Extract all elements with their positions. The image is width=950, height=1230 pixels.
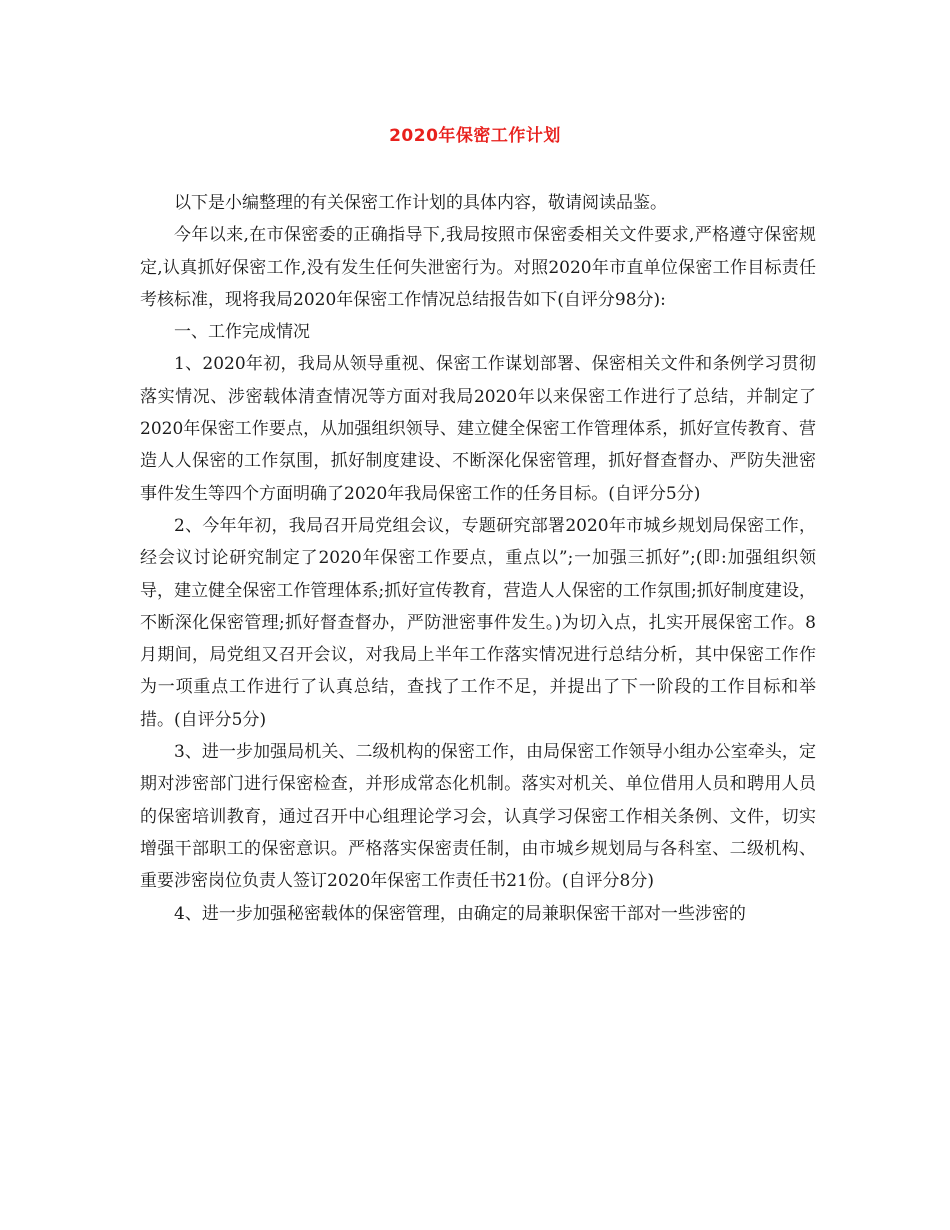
item-paragraph-3: 3、进一步加强局机关、二级机构的保密工作，由局保密工作领导小组办公室牵头，定期对涉密部门进行保密检查，并形成常态化机制。落实对机关、单位借用人员和聘用人员的保密培训教育，通过召开中心组理论学习会，认真学习保密工作相关条例、文件，切实增强干部职工的保密意识。严格落实保密责任制，由市城乡规划局与各科室、二级机构、重要涉密岗位负责人签订2020年保密工作责任书21份。(自评分8分)	[140, 742, 816, 892]
item-paragraph-4: 4、进一步加强秘密载体的保密管理，由确定的局兼职保密干部对一些涉密的	[174, 903, 746, 924]
intro-paragraph: 以下是小编整理的有关保密工作计划的具体内容，敬请阅读品鉴。	[174, 193, 667, 213]
document-body	[140, 187, 816, 930]
item-paragraph-1: 1、2020年初，我局从领导重视、保密工作谋划部署、保密相关文件和条例学习贯彻落实情况、涉密载体清查情况等方面对我局2020年以来保密工作进行了总结，并制定了2020年保密工作要点，从加强组织领导、建立健全保密工作管理体系，抓好宣传教育、营造人人保密的工作氛围，抓好制度建设、不断深化保密管理，抓好督查督办、严防失泄密事件发生等四个方面明确了2020年我局保密工作的任务目标。(自评分5分)	[140, 354, 816, 504]
section-heading: 一、工作完成情况	[174, 322, 310, 343]
item-paragraph-2: 2、今年年初，我局召开局党组会议，专题研究部署2020年市城乡规划局保密工作，经会议讨论研究制定了2020年保密工作要点，重点以”;一加强三抓好”;(即:加强组织领导，建立健全保密工作管理体系;抓好宣传教育，营造人人保密的工作氛围;抓好制度建设，不断深化保密管理;抓好督查督办，严防泄密事件发生。)为切入点，扎实开展保密工作。8月期间，局党组又召开会议，对我局上半年工作落实情况进行总结分析，其中保密工作作为一项重点工作进行了认真总结，查找了工作不足，并提出了下一阶段的工作目标和举措。(自评分5分)	[140, 515, 816, 730]
document-title: 2020年保密工作计划	[389, 126, 561, 146]
summary-paragraph: 今年以来,在市保密委的正确指导下,我局按照市保密委相关文件要求,严格遵守保密规定,认真抓好保密工作,没有发生任何失泄密行为。对照2020年市直单位保密工作目标责任考核标准，现将我局2020年保密工作情况总结报告如下(自评分98分):	[140, 225, 816, 310]
